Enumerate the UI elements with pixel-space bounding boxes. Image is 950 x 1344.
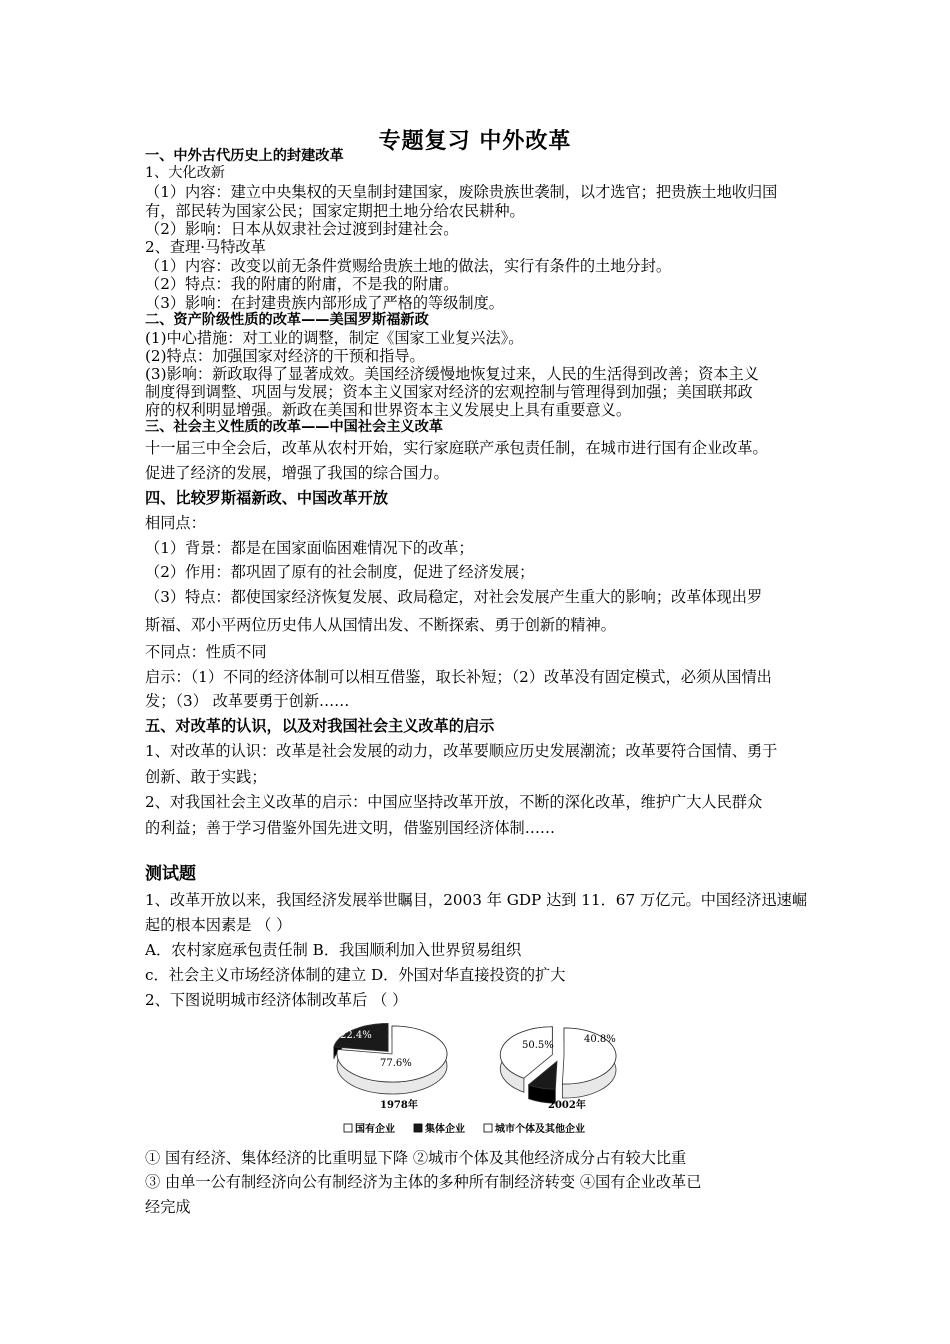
legend-swatch — [344, 1124, 352, 1132]
chart-title: 1978年 — [380, 1100, 418, 1111]
legend-label: 集体企业 — [425, 1124, 465, 1135]
slice-label: 40.8% — [584, 1034, 616, 1045]
text-line: c．社会主义市场经济体制的建立 D．外国对华直接投资的扩大 — [145, 966, 566, 984]
slice-label: 8.7% — [563, 1066, 589, 1077]
slice-label: 50.5% — [522, 1040, 554, 1051]
text-line: 十一届三中全会后，改革从农村开始，实行家庭联产承包责任制，在城市进行国有企业改革。 — [145, 439, 768, 457]
text-line: 经完成 — [145, 1198, 191, 1216]
text-line: 促进了经济的发展，增强了我国的综合国力。 — [145, 464, 449, 482]
text-line: (1)中心措施：对工业的调整，制定《国家工业复兴法》。 — [145, 329, 524, 347]
text-line: 相同点： — [145, 514, 206, 532]
text-line: 创新、敢于实践； — [145, 768, 267, 786]
text-line: 1、大化改新 — [145, 165, 225, 181]
document-title: 专题复习 中外改革 — [378, 128, 572, 154]
text-line: 一、中外古代历史上的封建改革 — [145, 148, 344, 164]
text-line: （1）背景：都是在国家面临困难情况下的改革； — [145, 539, 474, 557]
text-line: 二、资产阶级性质的改革——美国罗斯福新政 — [145, 312, 429, 328]
slice-label: 77.6% — [380, 1058, 412, 1069]
legend-swatch — [414, 1124, 422, 1132]
text-line: （1）内容：改变以前无条件赏赐给贵族土地的做法，实行有条件的土地分封。 — [145, 257, 672, 275]
text-line: 启示：（1）不同的经济体制可以相互借鉴，取长补短；（2）改革没有固定模式，必须从国情出 — [145, 668, 772, 686]
text-line: 四、比较罗斯福新政、中国改革开放 — [145, 489, 388, 507]
text-line: （3）特点：都使国家经济恢复发展、政局稳定，对社会发展产生重大的影响；改革体现出罗 — [145, 588, 763, 606]
text-line: ① 国有经济、集体经济的比重明显下降 ②城市个体及其他经济成分占有较大比重 — [145, 1149, 687, 1167]
text-line: 测试题 — [145, 864, 196, 884]
legend-swatch — [484, 1124, 492, 1132]
text-line: （2）作用：都巩固了原有的社会制度，促进了经济发展； — [145, 563, 535, 581]
text-line: （1）内容：建立中央集权的天皇制封建国家，废除贵族世袭制，以才选官；把贵族土地收归国 — [145, 183, 778, 201]
text-line: 2、下图说明城市经济体制改革后 （ ） — [145, 991, 408, 1009]
text-line: 五、对改革的认识，以及对我国社会主义改革的启示 — [145, 717, 495, 735]
legend-label: 国有企业 — [355, 1124, 395, 1135]
text-line: A．农村家庭承包责任制 B．我国顺利加入世界贸易组织 — [145, 941, 522, 959]
chart-title: 2002年 — [548, 1100, 586, 1111]
text-line: (3)影响：新政取得了显著成效。美国经济缓慢地恢复过来，人民的生活得到改善；资本主义 — [145, 365, 759, 383]
text-line: （2）影响：日本从奴隶社会过渡到封建社会。 — [145, 220, 459, 238]
text-line: 斯福、邓小平两位历史伟人从国情出发、不断探索、勇于创新的精神。 — [145, 616, 616, 634]
text-line: 有，部民转为国家公民；国家定期把土地分给农民耕种。 — [145, 202, 525, 220]
pie-charts — [322, 1016, 642, 1141]
text-line: 2、查理·马特改革 — [145, 238, 266, 256]
text-line: 三、社会主义性质的改革——中国社会主义改革 — [145, 419, 443, 435]
text-line: 起的根本因素是 （ ） — [145, 916, 292, 934]
text-line: 制度得到调整、巩固与发展；资本主义国家对经济的宏观控制与管理得到加强；美国联邦政 — [145, 383, 753, 401]
text-line: （2）特点：我的附庸的附庸，不是我的附庸。 — [145, 275, 459, 293]
text-line: （3）影响：在封建贵族内部形成了严格的等级制度。 — [145, 294, 504, 312]
text-line: 1、对改革的认识：改革是社会发展的动力，改革要顺应历史发展潮流；改革要符合国情、勇于 — [145, 742, 778, 760]
text-line: 的利益；善于学习借鉴外国先进文明，借鉴别国经济体制…… — [145, 819, 556, 837]
text-line: (2)特点：加强国家对经济的干预和指导。 — [145, 347, 425, 365]
legend-label: 城市个体及其他企业 — [495, 1124, 585, 1135]
text-line: 1、改革开放以来，我国经济发展举世瞩目，2003 年 GDP 达到 11．67 万亿元。中国经济迅速崛 — [145, 891, 808, 909]
text-line: ③ 由单一公有制经济向公有制经济为主体的多种所有制经济转变 ④国有企业改革已 — [145, 1173, 702, 1191]
text-line: 不同点：性质不同 — [145, 643, 267, 661]
text-line: 2、对我国社会主义改革的启示：中国应坚持改革开放，不断的深化改革，维护广大人民群众 — [145, 793, 763, 811]
slice-label: 22.4% — [340, 1030, 372, 1041]
text-line: 发；（3） 改革要勇于创新…… — [145, 692, 350, 710]
text-line: 府的权利明显增强。新政在美国和世界资本主义发展史上具有重要意义。 — [145, 401, 631, 419]
